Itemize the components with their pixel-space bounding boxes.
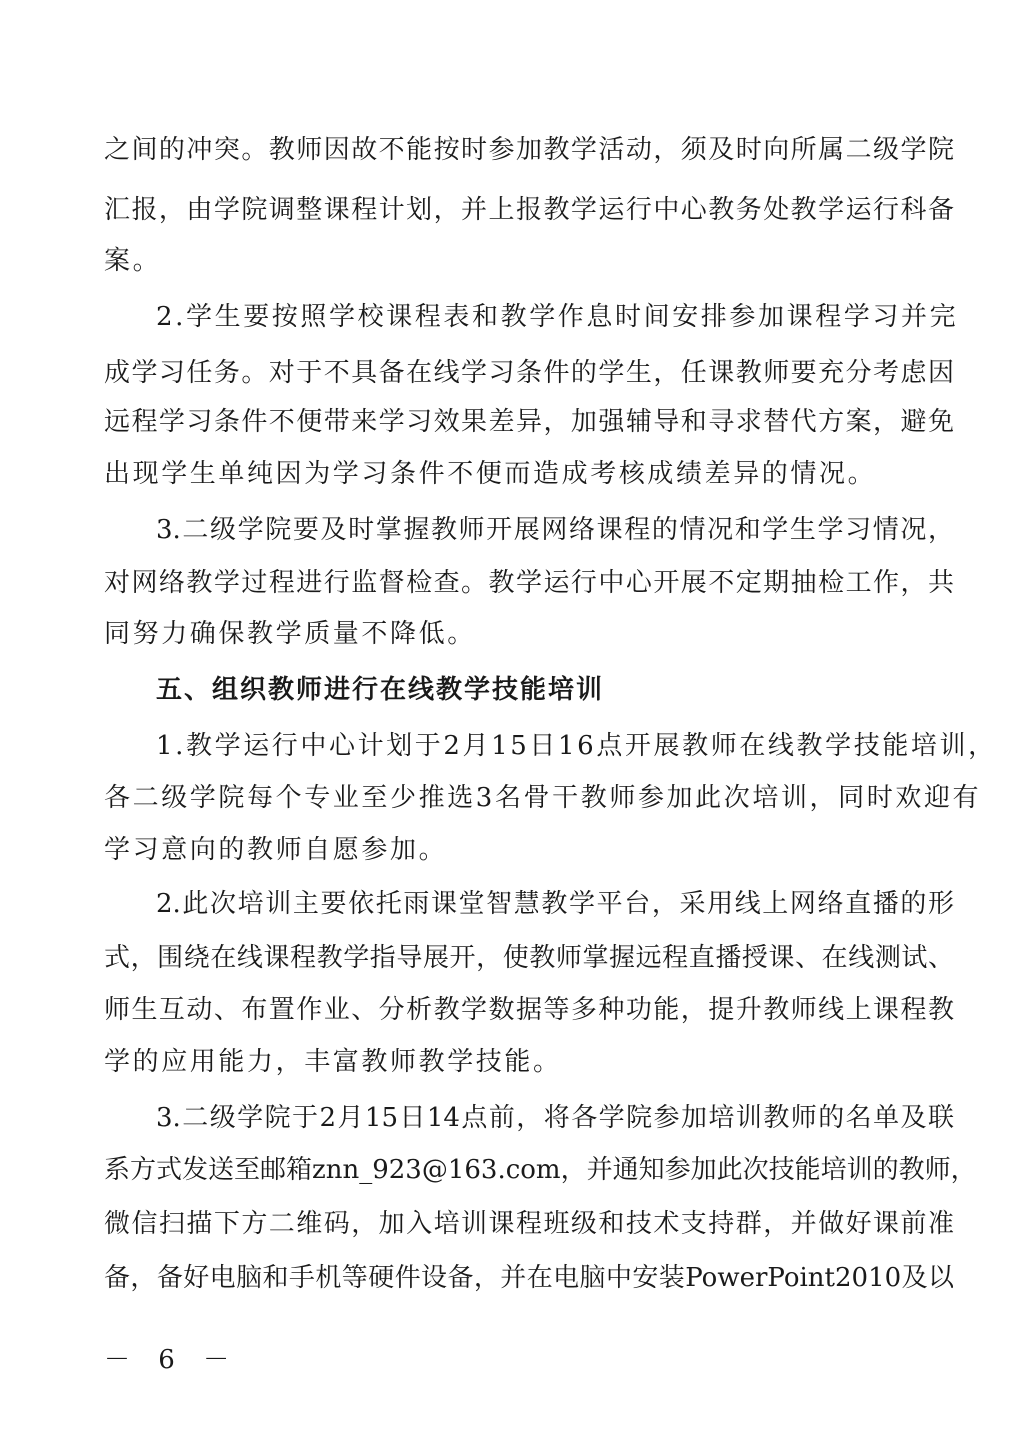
text-line: 汇报，由学院调整课程计划，并上报教学运行中心教务处教学运行科备 [104, 195, 954, 225]
text-line: 2.学生要按照学校课程表和教学作息时间安排参加课程学习并完 [156, 302, 959, 332]
page-number: － 6 － [104, 1345, 240, 1375]
text-line: 微信扫描下方二维码，加入培训课程班级和技术支持群，并做好课前准 [104, 1209, 954, 1239]
text-line: 系方式发送至邮箱znn_923@163.com，并通知参加此次技能培训的教师， [104, 1155, 977, 1185]
text-line: 各二级学院每个专业至少推选3名骨干教师参加此次培训，同时欢迎有 [104, 783, 982, 813]
text-line: 2.此次培训主要依托雨课堂智慧教学平台，采用线上网络直播的形 [156, 889, 954, 919]
text-line: 远程学习条件不便带来学习效果差异，加强辅导和寻求替代方案，避免 [104, 407, 954, 437]
text-line: 师生互动、布置作业、分析教学数据等多种功能，提升教师线上课程教 [104, 995, 954, 1025]
text-line: 学的应用能力，丰富教师教学技能。 [104, 1047, 562, 1077]
text-line: 成学习任务。对于不具备在线学习条件的学生，任课教师要充分考虑因 [104, 358, 954, 388]
text-line: 出现学生单纯因为学习条件不便而造成考核成绩差异的情况。 [104, 459, 877, 489]
text-line: 案。 [104, 246, 162, 276]
text-line: 3.二级学院要及时掌握教师开展网络课程的情况和学生学习情况， [156, 515, 954, 545]
text-line: 式，围绕在线课程教学指导展开，使教师掌握远程直播授课、在线测试、 [104, 943, 954, 973]
text-line: 学习意向的教师自愿参加。 [104, 835, 448, 865]
section-heading: 五、组织教师进行在线教学技能培训 [156, 675, 605, 705]
text-line: 1.教学运行中心计划于2月15日16点开展教师在线教学技能培训， [156, 731, 997, 761]
text-line: 对网络教学过程进行监督检查。教学运行中心开展不定期抽检工作，共 [104, 568, 954, 598]
text-line: 备，备好电脑和手机等硬件设备，并在电脑中安装PowerPoint2010及以 [104, 1263, 954, 1293]
text-line: 3.二级学院于2月15日14点前，将各学院参加培训教师的名单及联 [156, 1103, 954, 1133]
text-line: 之间的冲突。教师因故不能按时参加教学活动，须及时向所属二级学院 [104, 135, 954, 165]
text-line: 同努力确保教学质量不降低。 [104, 619, 476, 649]
